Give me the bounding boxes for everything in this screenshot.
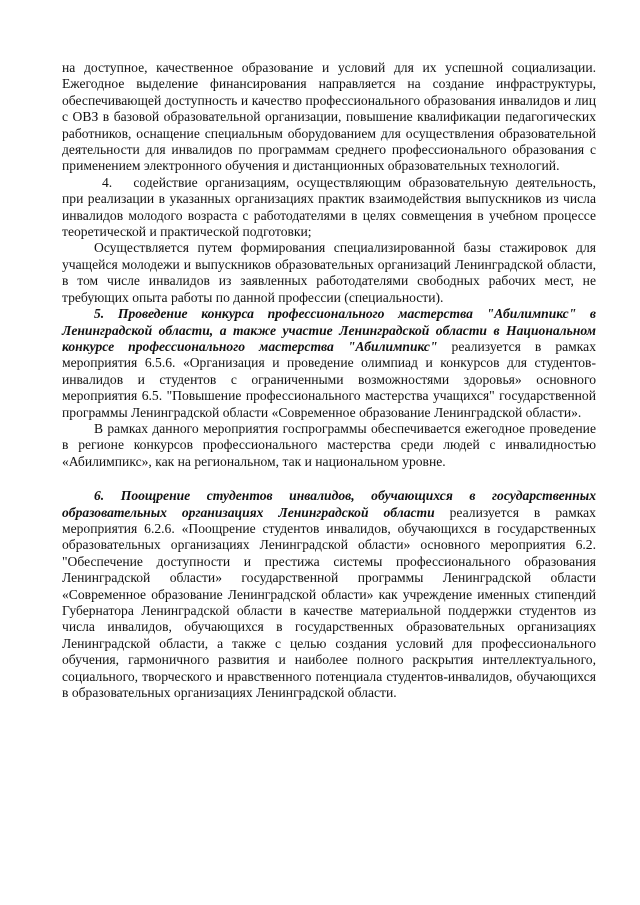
section-6 — [62, 488, 596, 701]
section-6-heading: 6. Поощрение студентов инвалидов, обучающихся в государственных образовательных организациях Ленинградской области — [62, 488, 596, 520]
paragraph-abilympics: В рамках данного мероприятия госпрограммы обеспечивается ежегодное проведение в регионе конкурсов профессионального мастерства среди людей с инвалидностью «Абилимпикс», как на региональном, так и национальном уровне. — [62, 420, 596, 469]
section-gap — [62, 470, 596, 488]
paragraph-intro: на доступное, качественное образование и условий для их успешной социализации. Ежегодное выделение финансирования направляется на создание инфраструктуры, обеспечивающей доступность и качество профессионального образования инвалидов и лиц с ОВЗ в базовой образовательной организации, повышение квалификации педагогических работников, оснащение специальным оборудованием для осуществления образовательной деятельности для инвалидов по программам среднего профессионального образования с применением электронного обучения и дистанционных образовательных технологий. — [62, 60, 596, 174]
paragraph-internships: Осуществляется путем формирования специализированной базы стажировок для учащейся молодежи и выпускников образовательных организаций Ленинградской области, в том числе инвалидов из заявленных работодателями свободных рабочих мест, не требующих опыта работы по данной профессии (специальности). — [62, 240, 596, 305]
paragraph-item-4: 4. содействие организациям, осуществляющим образовательную деятельность, при реализации в указанных организациях практик взаимодействия выпускников из числа инвалидов молодого возраста с работодателями в целях совмещения в учебном процессе теоретической и практической подготовки; — [62, 174, 596, 240]
section-5-heading: 5. Проведение конкурса профессионального мастерства "Абилимпикс" в Ленинградской области, а также участие Ленинградской области в Национальном конкурсе профессионального мастерства "Абилимпикс" — [62, 306, 596, 354]
document-page — [62, 60, 596, 701]
section-6-text: реализуется в рамках мероприятия 6.2.6. «Поощрение студентов инвалидов, обучающихся в государственных образовательных организациях Ленинградской области» основного мероприятия 6.2. "Обеспечение доступности и престижа системы профессионального образования Ленинградской области» государственной программы Ленинградской области «Современное образование Ленинградской области» как учреждение именных стипендий Губернатора Ленинградской области в качестве материальной поддержки студентов из числа инвалидов, обучающихся в государственных образовательных организациях Ленинградской области, а также с целью создания условий для профессионального обучения, гармоничного развития и наиболее полного раскрытия интеллектуального, социального, творческого и нравственного потенциала студентов-инвалидов, обучающихся в образовательных организациях Ленинградской области. — [62, 504, 596, 701]
section-5 — [62, 306, 596, 421]
section-5-text: реализуется в рамках мероприятия 6.5.6. «Организация и проведение олимпиад и конкурсов для студентов-инвалидов и студентов с ограниченными возможностями здоровья» основного мероприятия 6.5. "Повышение профессионального мастерства учащихся" государственной программы Ленинградской области «Современное образование Ленинградской области». — [62, 338, 596, 420]
